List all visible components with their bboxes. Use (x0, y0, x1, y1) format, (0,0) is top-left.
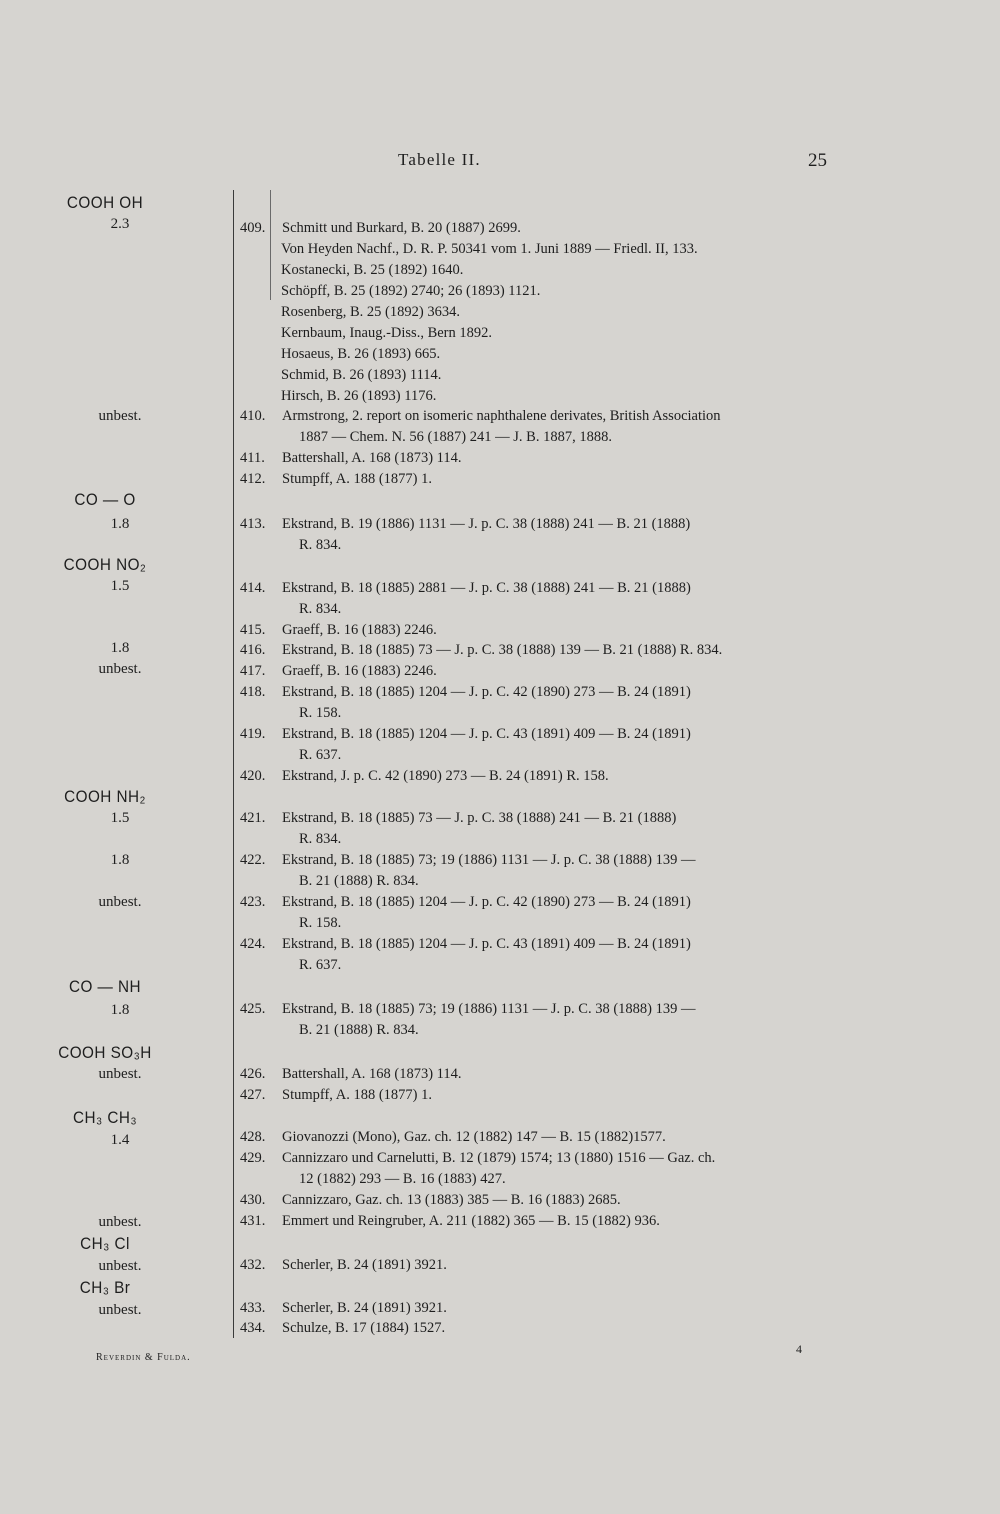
reference-entry (240, 448, 830, 469)
reference-entry (240, 1190, 830, 1211)
reference-text: Kostanecki, B. 25 (1892) 1640. (281, 262, 464, 278)
reference-text: Schmid, B. 26 (1893) 1114. (281, 367, 442, 383)
reference-entry (240, 1211, 830, 1232)
reference-number: 417. (240, 663, 266, 679)
reference-text: Hosaeus, B. 26 (1893) 665. (281, 346, 441, 362)
group-value: 1.8 (110, 516, 130, 532)
reference-entry (240, 1255, 830, 1276)
reference-number: 410. (240, 408, 266, 424)
reference-number: 409. (240, 220, 266, 236)
reference-entry (240, 469, 830, 490)
reference-text: B. 21 (1888) R. 834. (299, 873, 419, 889)
reference-text: R. 158. (299, 705, 342, 721)
reference-text: R. 834. (299, 831, 342, 847)
reference-number: 412. (240, 471, 266, 487)
reference-entry (240, 514, 830, 535)
group-value: 1.5 (110, 578, 130, 594)
reference-number: 421. (240, 810, 266, 826)
reference-number: 419. (240, 726, 266, 742)
reference-text: R. 834. (299, 537, 342, 553)
reference-number: 428. (240, 1129, 266, 1145)
group-value: 1.5 (110, 810, 130, 826)
reference-entry (240, 1127, 830, 1148)
reference-number: 425. (240, 1001, 266, 1017)
reference-number: 433. (240, 1300, 266, 1316)
reference-number: 416. (240, 642, 266, 658)
group-label: CO — O (74, 490, 136, 509)
reference-number: 411. (240, 450, 265, 466)
reference-number: 427. (240, 1087, 266, 1103)
reference-text: Ekstrand, B. 19 (1886) 1131 — J. p. C. 38 (1888) 241 — B. 21 (1888) (282, 516, 691, 532)
reference-text: Ekstrand, B. 18 (1885) 1204 — J. p. C. 43 (1891) 409 — B. 24 (1891) (282, 726, 691, 742)
reference-entry (240, 620, 830, 641)
reference-text: Rosenberg, B. 25 (1892) 3634. (281, 304, 460, 320)
reference-number: 429. (240, 1150, 266, 1166)
group-label: COOH OH (66, 193, 144, 212)
reference-text: 12 (1882) 293 — B. 16 (1883) 427. (299, 1171, 506, 1187)
bracket-line (270, 190, 271, 300)
reference-number: 426. (240, 1066, 266, 1082)
reference-entry (240, 578, 830, 599)
group-label: CH₃ CH₃ (72, 1108, 138, 1127)
reference-text: 1887 — Chem. N. 56 (1887) 241 — J. B. 1887, 1888. (299, 429, 612, 445)
reference-text: Ekstrand, B. 18 (1885) 1204 — J. p. C. 42 (1890) 273 — B. 24 (1891) (282, 684, 691, 700)
reference-text: Armstrong, 2. report on isomeric naphthalene derivates, British Association (282, 408, 721, 424)
column-divider (233, 190, 234, 1338)
reference-number: 418. (240, 684, 266, 700)
reference-entry (240, 1064, 830, 1085)
reference-number: 420. (240, 768, 266, 784)
reference-number: 414. (240, 580, 266, 596)
reference-entry (240, 766, 830, 787)
reference-text: Cannizzaro und Carnelutti, B. 12 (1879) 1574; 13 (1880) 1516 — Gaz. ch. (282, 1150, 716, 1166)
group-value: 1.4 (110, 1132, 130, 1148)
group-label: CH₃ Br (79, 1278, 131, 1297)
group-value: unbest. (98, 661, 142, 677)
reference-text: Ekstrand, B. 18 (1885) 73 — J. p. C. 38 (1888) 241 — B. 21 (1888) (282, 810, 677, 826)
reference-entry (240, 808, 830, 829)
reference-number: 413. (240, 516, 266, 532)
reference-text: Battershall, A. 168 (1873) 114. (282, 450, 462, 466)
group-label: CH₃ Cl (80, 1234, 130, 1253)
group-value: unbest. (98, 1214, 142, 1230)
reference-entry (240, 1298, 830, 1319)
reference-text: Battershall, A. 168 (1873) 114. (282, 1066, 462, 1082)
reference-number: 430. (240, 1192, 266, 1208)
group-value: 1.8 (110, 640, 130, 656)
group-label: COOH NH₂ (64, 787, 146, 806)
group-value: unbest. (98, 894, 142, 910)
reference-entry (240, 406, 830, 427)
reference-number: 415. (240, 622, 266, 638)
reference-text: Hirsch, B. 26 (1893) 1176. (281, 388, 437, 404)
reference-text: Ekstrand, B. 18 (1885) 1204 — J. p. C. 43 (1891) 409 — B. 24 (1891) (282, 936, 691, 952)
reference-text: Von Heyden Nachf., D. R. P. 50341 vom 1. Juni 1889 — Friedl. II, 133. (281, 241, 698, 257)
reference-number: 423. (240, 894, 266, 910)
signature-mark: 4 (796, 1342, 802, 1356)
group-value: unbest. (98, 408, 142, 424)
reference-text: R. 637. (299, 957, 342, 973)
reference-text: Cannizzaro, Gaz. ch. 13 (1883) 385 — B. 16 (1883) 2685. (282, 1192, 621, 1208)
group-label: COOH SO₃H (58, 1043, 152, 1062)
page-title: Tabelle II. (398, 150, 481, 169)
group-value: 1.8 (110, 1002, 130, 1018)
reference-text: Schöpff, B. 25 (1892) 2740; 26 (1893) 1121. (281, 283, 541, 299)
reference-number: 431. (240, 1213, 266, 1229)
reference-entry (240, 724, 830, 745)
reference-text: Emmert und Reingruber, A. 211 (1882) 365 — B. 15 (1882) 936. (282, 1213, 660, 1229)
reference-text: Ekstrand, B. 18 (1885) 2881 — J. p. C. 38 (1888) 241 — B. 21 (1888) (282, 580, 691, 596)
reference-text: Stumpff, A. 188 (1877) 1. (282, 1087, 432, 1103)
reference-number: 422. (240, 852, 266, 868)
reference-text: R. 834. (299, 601, 342, 617)
reference-number: 434. (240, 1320, 266, 1336)
group-value: unbest. (98, 1258, 142, 1274)
group-value: unbest. (98, 1302, 142, 1318)
group-label: CO — NH (69, 977, 141, 996)
reference-text: Ekstrand, B. 18 (1885) 73; 19 (1886) 1131 — J. p. C. 38 (1888) 139 — (282, 1001, 696, 1017)
group-value: 2.3 (110, 216, 130, 232)
reference-entry (240, 640, 830, 661)
reference-text: Ekstrand, J. p. C. 42 (1890) 273 — B. 24 (1891) R. 158. (282, 768, 609, 784)
reference-text: Kernbaum, Inaug.-Diss., Bern 1892. (281, 325, 493, 341)
group-value: 1.8 (110, 852, 130, 868)
group-label: COOH NO₂ (63, 555, 147, 574)
reference-text: Graeff, B. 16 (1883) 2246. (282, 622, 437, 638)
reference-entry (240, 999, 830, 1020)
reference-text: Scherler, B. 24 (1891) 3921. (282, 1257, 447, 1273)
reference-text: Ekstrand, B. 18 (1885) 73; 19 (1886) 1131 — J. p. C. 38 (1888) 139 — (282, 852, 696, 868)
reference-text: Stumpff, A. 188 (1877) 1. (282, 471, 432, 487)
reference-text: Graeff, B. 16 (1883) 2246. (282, 663, 437, 679)
reference-text: Ekstrand, B. 18 (1885) 73 — J. p. C. 38 (1888) 139 — B. 21 (1888) R. 834. (282, 642, 723, 658)
reference-text: R. 158. (299, 915, 342, 931)
reference-text: Schulze, B. 17 (1884) 1527. (282, 1320, 446, 1336)
reference-entry (240, 661, 830, 682)
reference-text: Schmitt und Burkard, B. 20 (1887) 2699. (282, 220, 521, 236)
reference-entry (240, 934, 830, 955)
reference-entry (240, 892, 830, 913)
reference-number: 432. (240, 1257, 266, 1273)
reference-text: Scherler, B. 24 (1891) 3921. (282, 1300, 447, 1316)
page-number: 25 (808, 150, 827, 171)
reference-entry (240, 682, 830, 703)
reference-entry (240, 1148, 830, 1169)
footer-authors: Reverdin & Fulda. (96, 1352, 191, 1363)
reference-text: Ekstrand, B. 18 (1885) 1204 — J. p. C. 42 (1890) 273 — B. 24 (1891) (282, 894, 691, 910)
reference-entry (240, 850, 830, 871)
reference-text: Giovanozzi (Mono), Gaz. ch. 12 (1882) 147 — B. 15 (1882)1577. (282, 1129, 666, 1145)
reference-entry (240, 218, 830, 239)
reference-text: B. 21 (1888) R. 834. (299, 1022, 419, 1038)
reference-entry (240, 1318, 830, 1339)
group-value: unbest. (98, 1066, 142, 1082)
reference-text: R. 637. (299, 747, 342, 763)
reference-number: 424. (240, 936, 266, 952)
reference-entry (240, 1085, 830, 1106)
